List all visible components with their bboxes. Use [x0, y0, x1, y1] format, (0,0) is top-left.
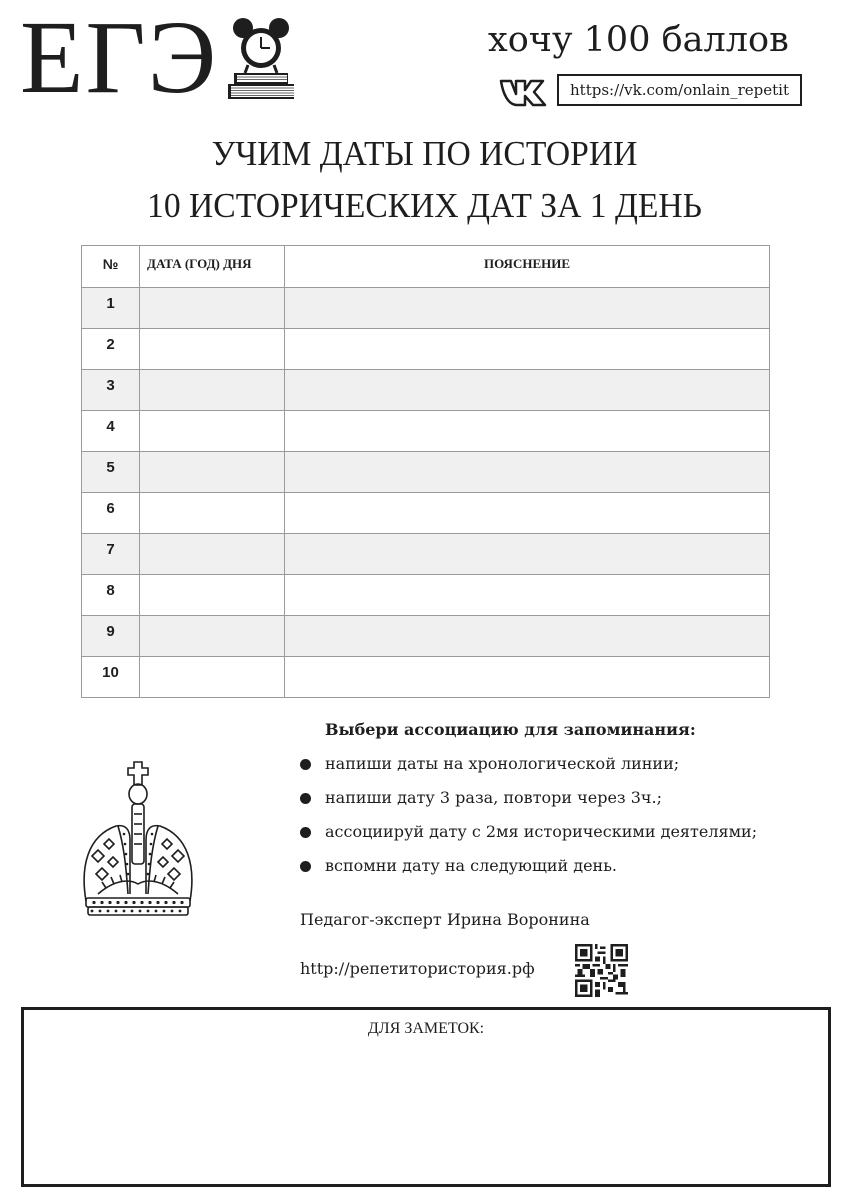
date-cell[interactable] — [140, 616, 285, 657]
table-row — [82, 493, 770, 534]
list-item — [298, 854, 757, 888]
table-row — [82, 534, 770, 575]
row-number: 2 — [82, 329, 140, 370]
notes-box[interactable] — [21, 1007, 831, 1187]
table-row — [82, 288, 770, 329]
tip-text: вспомни дату на следующий день. — [325, 856, 618, 875]
row-number: 5 — [82, 452, 140, 493]
date-cell[interactable] — [140, 329, 285, 370]
explanation-cell[interactable] — [285, 370, 770, 411]
column-header-date: ДАТА (ГОД) ДНЯ — [140, 246, 285, 288]
page-subtitle: 10 ИСТОРИЧЕСКИХ ДАТ ЗА 1 ДЕНЬ — [147, 186, 702, 225]
page-title: УЧИМ ДАТЫ ПО ИСТОРИИ — [211, 134, 638, 173]
vk-icon[interactable] — [498, 76, 548, 108]
row-number: 8 — [82, 575, 140, 616]
explanation-cell[interactable] — [285, 411, 770, 452]
tips-list — [298, 752, 757, 888]
explanation-cell[interactable] — [285, 534, 770, 575]
explanation-cell[interactable] — [285, 616, 770, 657]
table-row — [82, 452, 770, 493]
tip-text: напиши даты на хронологической линии; — [325, 754, 680, 773]
list-item — [298, 820, 757, 854]
imperial-crown-icon — [78, 756, 198, 922]
bullet-icon — [300, 861, 311, 872]
row-number: 4 — [82, 411, 140, 452]
tips-title: Выбери ассоциацию для запоминания: — [325, 720, 696, 739]
dates-table — [81, 245, 770, 698]
bullet-icon — [300, 827, 311, 838]
website-link[interactable]: http://репетитористория.рф — [300, 959, 535, 978]
explanation-cell[interactable] — [285, 452, 770, 493]
date-cell[interactable] — [140, 411, 285, 452]
column-header-explanation: ПОЯСНЕНИЕ — [285, 246, 770, 288]
date-cell[interactable] — [140, 493, 285, 534]
tip-text: напиши дату 3 раза, повтори через 3ч.; — [325, 788, 662, 807]
row-number: 6 — [82, 493, 140, 534]
date-cell[interactable] — [140, 534, 285, 575]
table-row — [82, 329, 770, 370]
bullet-icon — [300, 759, 311, 770]
slogan: хочу 100 баллов — [488, 20, 789, 60]
row-number: 3 — [82, 370, 140, 411]
column-header-number: № — [82, 246, 140, 288]
list-item — [298, 752, 757, 786]
logo-text: ЕГЭ — [20, 0, 219, 115]
date-cell[interactable] — [140, 452, 285, 493]
date-cell[interactable] — [140, 657, 285, 698]
row-number: 9 — [82, 616, 140, 657]
table-header-row — [82, 246, 770, 288]
tip-text: ассоциируй дату с 2мя историческими деятелями; — [325, 822, 758, 841]
date-cell[interactable] — [140, 288, 285, 329]
table-row — [82, 575, 770, 616]
explanation-cell[interactable] — [285, 288, 770, 329]
explanation-cell[interactable] — [285, 493, 770, 534]
explanation-cell[interactable] — [285, 329, 770, 370]
author-name: Педагог-эксперт Ирина Воронина — [300, 910, 590, 929]
bullet-icon — [300, 793, 311, 804]
alarm-clock-on-books-icon — [226, 16, 296, 100]
explanation-cell[interactable] — [285, 657, 770, 698]
notes-label: ДЛЯ ЗАМЕТОК: — [367, 1020, 485, 1037]
table-row — [82, 657, 770, 698]
date-cell[interactable] — [140, 370, 285, 411]
explanation-cell[interactable] — [285, 575, 770, 616]
row-number: 10 — [82, 657, 140, 698]
table-row — [82, 370, 770, 411]
date-cell[interactable] — [140, 575, 285, 616]
qr-code-icon[interactable] — [575, 944, 628, 997]
row-number: 1 — [82, 288, 140, 329]
vk-link[interactable]: https://vk.com/onlain_repetit — [557, 74, 802, 106]
list-item — [298, 786, 757, 820]
table-row — [82, 411, 770, 452]
row-number: 7 — [82, 534, 140, 575]
table-row — [82, 616, 770, 657]
